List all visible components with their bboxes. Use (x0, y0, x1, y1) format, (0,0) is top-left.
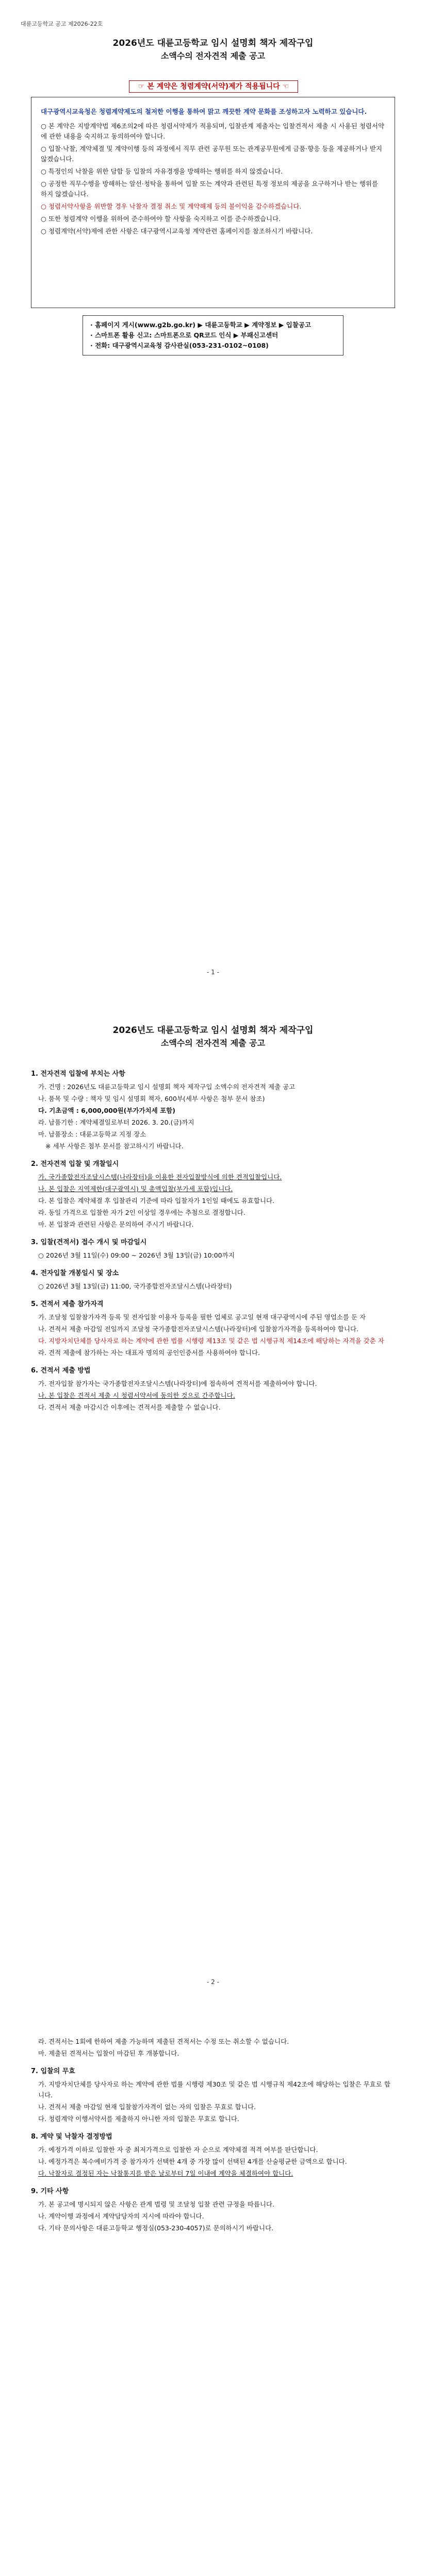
s2-item: 다. 본 입찰은 계약체결 후 입찰관리 기준에 따라 입찰자가 1인일 때에도 유효합니다. (38, 1197, 275, 1205)
s6-item: 나. 본 입찰은 견적서 제출 시 청렴서약서에 동의한 것으로 간주합니다. (38, 1392, 235, 1399)
page-2 (0, 994, 426, 2004)
heading-s9: 9. 기타 사항 (31, 2188, 69, 2195)
heading-s2: 2. 전자견적 입찰 및 개찰일시 (31, 1160, 119, 1168)
notice-item: ○ 청렴서약사항을 위반할 경우 낙찰자 결정 취소 및 계약해제 등의 불이익을 감수하겠습니다. (41, 202, 302, 210)
s5-item: 라. 견적 제출에 참가하는 자는 대표자 명의의 공인인증서를 사용하여야 합니다. (38, 1349, 260, 1357)
notice-item: ○ 공정한 직무수행을 방해하는 알선·청탁을 통하여 입찰 또는 계약과 관련된 특정 정보의 제공을 요구하거나 받는 행위를 하지 않겠습니다. (41, 180, 379, 198)
s7-item: 나. 견적서 제출 마감일 현재 입찰참가자격이 없는 자의 입찰은 무효로 합니다. (38, 2103, 256, 2111)
s9-item: 가. 본 공고에 명시되지 않은 사항은 관계 법령 및 조달청 입찰 관련 규정을 따릅니다. (38, 2200, 275, 2208)
s1-item: ※ 세부 사항은 첨부 문서를 참고하시기 바랍니다. (45, 1142, 184, 1150)
heading-s1: 1. 전자견적 입찰에 부치는 사항 (31, 1070, 125, 1078)
s2-item: 가. 국가종합전자조달시스템(나라장터)을 이용한 전자입찰방식에 의한 견적입찰입니다. (38, 1173, 282, 1181)
document-number: 대륜고등학교 공고 제2026-22호 (21, 21, 103, 27)
s4-item: ○ 2026년 3월 13일(금) 11:00, 국가종합전자조달시스템(나라장터) (38, 1282, 232, 1290)
notice-body (31, 1061, 395, 1414)
report-contact-homepage: · 홈페이지 게시(www.g2b.go.kr) ▶ 대륜고등학교 ▶ 계약정보 ▶ 입찰공고 (90, 321, 312, 329)
heading-s4: 4. 전자입찰 개봉일시 및 장소 (31, 1269, 119, 1277)
s1-item: 다. 기초금액 : 6,000,000원(부가가치세 포함) (38, 1107, 175, 1114)
notice-item: ○ 본 계약은 지방계약법 제6조의2에 따른 청렴서약제가 적용되며, 입찰관계 제출자는 입찰견적서 제출 시 사용된 청렴서약에 관한 내용을 숙지하고 동의하여야 합니다. (41, 122, 385, 140)
s7-item: 가. 지방자치단체를 당사자로 하는 계약에 관한 법률 시행령 제30조 및 같은 법 시행규칙 제42조에 해당하는 입찰은 무효로 합니다. (38, 2080, 390, 2099)
s9-item: 다. 기타 문의사항은 대륜고등학교 행정실(053-230-4057)로 문의하시기 바랍니다. (38, 2224, 274, 2232)
notice-item: ○ 입찰·낙찰, 계약체결 및 계약이행 등의 과정에서 직무 관련 공무원 또는 관계공무원에게 금품·향응 등을 제공하거나 받지 않겠습니다. (41, 145, 383, 163)
notice-item: ○ 또한 청렴계약 이행을 위하여 준수하여야 할 사항을 숙지하고 이를 준수하겠습니다. (41, 215, 281, 223)
integrity-notice-box (31, 97, 395, 308)
s2-item: 마. 본 입찰과 관련된 사항은 문의하여 주시기 바랍니다. (38, 1221, 194, 1228)
s8-item: 가. 예정가격 이하로 입찰한 자 중 최저가격으로 입찰한 자 순으로 계약체결 적격 여부를 판단합니다. (38, 2146, 318, 2154)
report-contact-qr: · 스마트폰 활용 신고: 스마트폰으로 QR코드 인식 ▶ 부패신고센터 (90, 331, 278, 339)
notice-lead: 대구광역시교육청은 청렴계약제도의 철저한 이행을 통하여 맑고 깨끗한 계약 문화를 조성하고자 노력하고 있습니다. (41, 108, 367, 115)
s8-item: 다. 낙찰자로 결정된 자는 낙찰통지를 받은 날로부터 7일 이내에 계약을 체결하여야 합니다. (38, 2170, 293, 2177)
s5-item: 다. 지방자치단체를 당사자로 하는 계약에 관한 법률 시행령 제13조 및 같은 법 시행규칙 제14조에 해당하는 자격을 갖춘 자 (38, 1337, 384, 1345)
page-number: - 1 - (207, 969, 219, 976)
s6-item: 라. 견적서는 1회에 한하여 제출 가능하며 제출된 견적서는 수정 또는 취소할 수 없습니다. (38, 2038, 289, 2045)
heading-s8: 8. 계약 및 낙찰자 결정방법 (31, 2133, 112, 2141)
heading-s3: 3. 입찰(견적서) 접수 개시 및 마감일시 (31, 1239, 147, 1246)
section-subtitle: 소액수의 전자견적 제출 공고 (160, 1038, 266, 1048)
notice-item: ○ 청렴계약(서약)제에 관한 사항은 대구광역시교육청 계약관련 홈페이지를 참조하시기 바랍니다. (41, 227, 313, 235)
s2-item: 나. 본 입찰은 지역제한(대구광역시) 및 총액입찰(부가세 포함)입니다. (38, 1185, 233, 1193)
heading-s5: 5. 견적서 제출 참가자격 (31, 1300, 104, 1308)
s1-item: 나. 품목 및 수량 : 책자 및 임시 설명회 책자, 600부(세부 사항은 첨부 문서 참조) (38, 1095, 265, 1103)
s6-item: 마. 제출된 견적서는 입찰이 마감된 후 개봉합니다. (38, 2049, 179, 2057)
s3-item: ○ 2026년 3월 11일(수) 09:00 ~ 2026년 3월 13일(금) 10:00까지 (38, 1251, 235, 1259)
page-1 (0, 0, 426, 994)
s5-item: 가. 조달청 입찰참가자격 등록 및 전자입찰 이용자 등록을 필한 업체로 공고일 현재 대구광역시에 주된 영업소를 둔 자 (38, 1313, 366, 1321)
s5-item: 나. 견적서 제출 마감일 전일까지 조달청 국가종합전자조달시스템(나라장터)에 입찰참가자격을 등록하여야 합니다. (38, 1325, 358, 1333)
s6-item: 다. 견적서 제출 마감시간 이후에는 견적서를 제출할 수 없습니다. (38, 1403, 221, 1411)
s9-item: 나. 계약이행 과정에서 계약담당자의 지시에 따라야 합니다. (38, 2212, 204, 2220)
heading-s7: 7. 입찰의 무효 (31, 2067, 75, 2075)
report-contact-box (83, 315, 343, 355)
integrity-notice-heading: ☞ 본 계약은 청렴계약(서약)제가 적용됩니다 ☜ (129, 80, 298, 93)
document-subtitle: 소액수의 전자견적 제출 공고 (160, 51, 266, 61)
document-title: 2026년도 대륜고등학교 임시 설명회 책자 제작구입 (112, 38, 314, 48)
s2-item: 라. 동일 가격으로 입찰한 자가 2인 이상일 경우에는 추첨으로 결정합니다. (38, 1209, 245, 1216)
s1-item: 마. 납품장소 : 대륜고등학교 지정 장소 (38, 1130, 146, 1138)
report-contact-phone: · 전화: 대구광역시교육청 감사관실(053-231-0102~0108) (90, 342, 269, 349)
heading-s6: 6. 견적서 제출 방법 (31, 1367, 91, 1375)
page-3 (0, 2004, 426, 2576)
page-number: - 2 - (207, 1978, 219, 1986)
s8-item: 나. 예정가격은 복수예비가격 중 참가자가 선택한 4개 중 가장 많이 선택된 4개를 산술평균한 금액으로 합니다. (38, 2158, 347, 2165)
section-title: 2026년도 대륜고등학교 임시 설명회 책자 제작구입 (112, 1025, 314, 1036)
s1-item: 라. 납품기한 : 계약체결일로부터 2026. 3. 20.(금)까지 (38, 1118, 194, 1126)
s7-item: 다. 청렴계약 이행서약서를 제출하지 아니한 자의 입찰은 무효로 합니다. (38, 2115, 239, 2123)
s6-item: 가. 전자입찰 참가자는 국가종합전자조달시스템(나라장터)에 접속하여 견적서를 제출하여야 합니다. (38, 1380, 317, 1387)
notice-body-continued (31, 2035, 395, 2234)
s1-item: 가. 건명 : 2026년도 대륜고등학교 임시 설명회 책자 제작구입 소액수의 전자견적 제출 공고 (38, 1083, 296, 1091)
notice-item: ○ 특정인의 낙찰을 위한 담합 등 입찰의 자유경쟁을 방해하는 행위를 하지 않겠습니다. (41, 167, 283, 175)
